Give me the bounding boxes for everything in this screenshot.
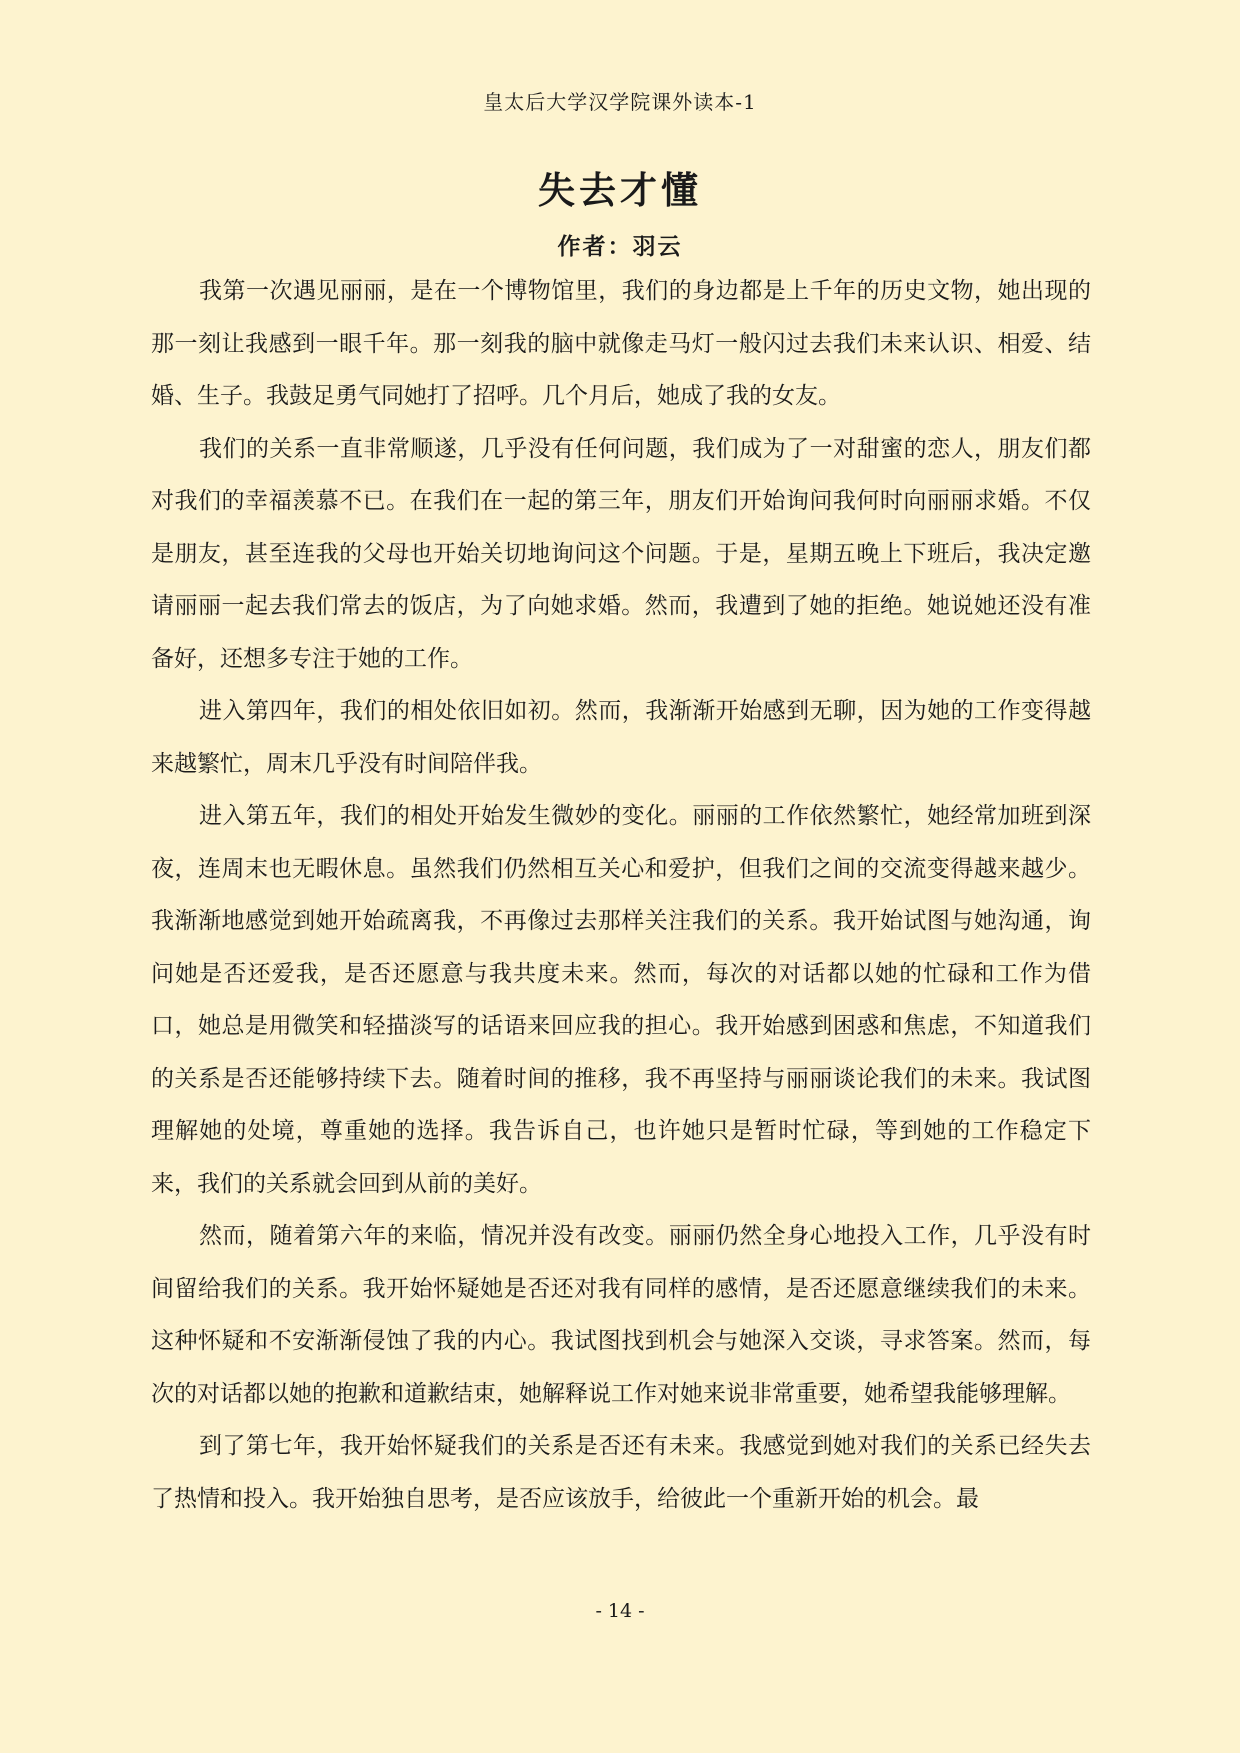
- paragraph: 进入第五年，我们的相处开始发生微妙的变化。丽丽的工作依然繁忙，她经常加班到深夜，连周末也无暇休息。虽然我们仍然相互关心和爱护，但我们之间的交流变得越来越少。我渐渐地感觉到她开始疏离我，不再像过去那样关注我们的关系。我开始试图与她沟通，询问她是否还爱我，是否还愿意与我共度未来。然而，每次的对话都以她的忙碌和工作为借口，她总是用微笑和轻描淡写的话语来回应我的担心。我开始感到困惑和焦虑，不知道我们的关系是否还能够持续下去。随着时间的推移，我不再坚持与丽丽谈论我们的未来。我试图理解她的处境，尊重她的选择。我告诉自己，也许她只是暂时忙碌，等到她的工作稳定下来，我们的关系就会回到从前的美好。: [151, 803, 1091, 1197]
- paragraph: 进入第四年，我们的相处依旧如初。然而，我渐渐开始感到无聊，因为她的工作变得越来越繁忙，周末几乎没有时间陪伴我。: [151, 698, 1091, 777]
- author-line: 作者：羽云: [557, 234, 683, 260]
- running-header: 皇太后大学汉学院课外读本-1: [483, 90, 757, 114]
- page-number: - 14 -: [595, 1600, 645, 1622]
- paragraph: 到了第七年，我开始怀疑我们的关系是否还有未来。我感觉到她对我们的关系已经失去了热情和投入。我开始独自思考，是否应该放手，给彼此一个重新开始的机会。最: [151, 1433, 1091, 1512]
- article-body: [151, 265, 1091, 1525]
- paragraph: 然而，随着第六年的来临，情况并没有改变。丽丽仍然全身心地投入工作，几乎没有时间留给我们的关系。我开始怀疑她是否还对我有同样的感情，是否还愿意继续我们的未来。这种怀疑和不安渐渐侵蚀了我的内心。我试图找到机会与她深入交谈，寻求答案。然而，每次的对话都以她的抱歉和道歉结束，她解释说工作对她来说非常重要，她希望我能够理解。: [151, 1223, 1091, 1407]
- article-title: 失去才懂: [538, 169, 702, 212]
- paragraph: 我们的关系一直非常顺遂，几乎没有任何问题，我们成为了一对甜蜜的恋人，朋友们都对我们的幸福羡慕不已。在我们在一起的第三年，朋友们开始询问我何时向丽丽求婚。不仅是朋友，甚至连我的父母也开始关切地询问这个问题。于是，星期五晚上下班后，我决定邀请丽丽一起去我们常去的饭店，为了向她求婚。然而，我遭到了她的拒绝。她说她还没有准备好，还想多专注于她的工作。: [151, 435, 1091, 672]
- paragraph: 我第一次遇见丽丽，是在一个博物馆里，我们的身边都是上千年的历史文物，她出现的那一刻让我感到一眼千年。那一刻我的脑中就像走马灯一般闪过去我们未来认识、相爱、结婚、生子。我鼓足勇气同她打了招呼。几个月后，她成了我的女友。: [151, 278, 1091, 409]
